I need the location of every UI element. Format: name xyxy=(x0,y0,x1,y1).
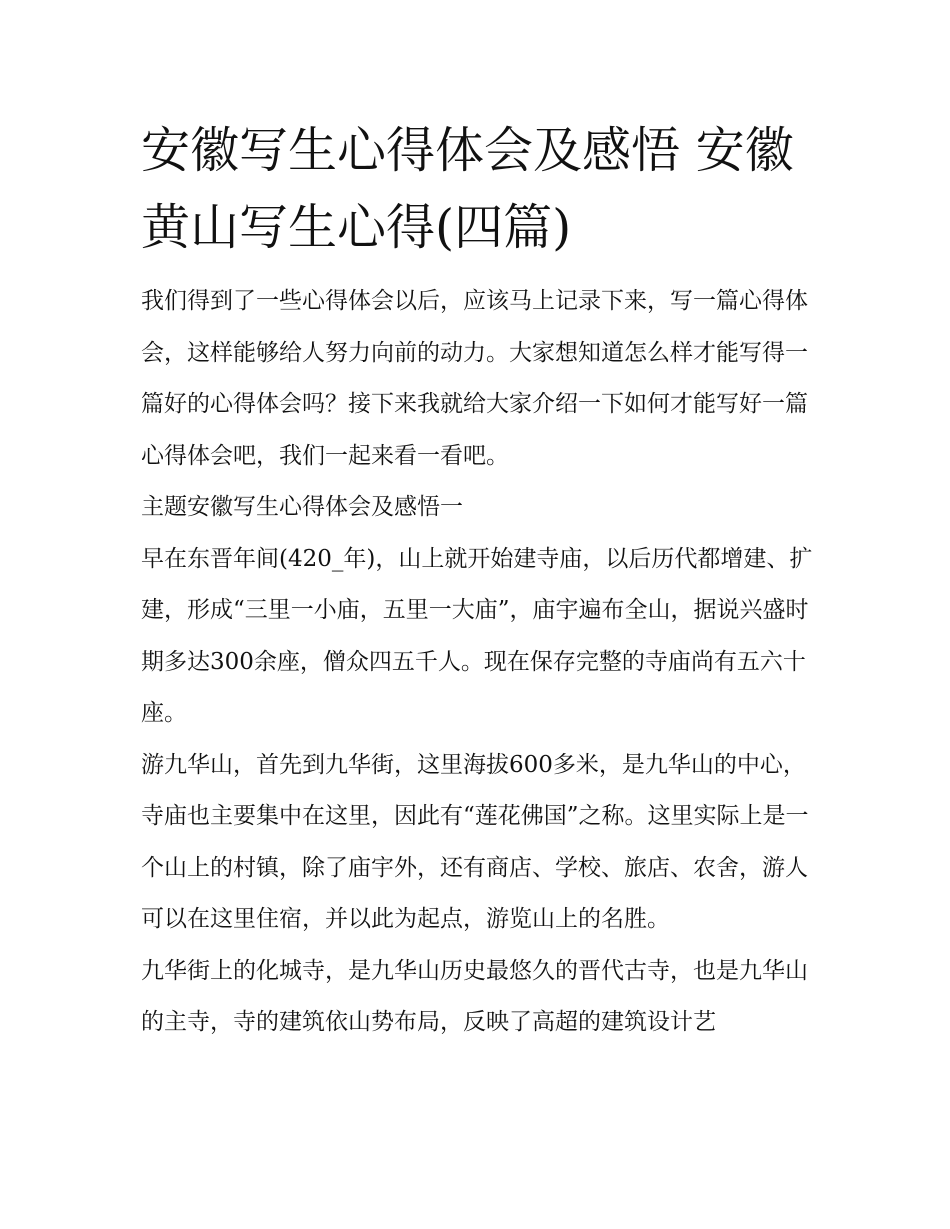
intro-paragraph: 我们得到了一些心得体会以后，应该马上记录下来，写一篇心得体会，这样能够给人努力向前的动力。大家想知道怎么样才能写得一篇好的心得体会吗？接下来我就给大家介绍一下如何才能写好一篇心得体会吧，我们一起来看一看吧。 xyxy=(141,288,808,469)
body-paragraph: 早在东晋年间(420_年)，山上就开始建寺庙，以后历代都增建、扩建，形成“三里一小庙，五里一大庙”，庙宇遍布全山，据说兴盛时期多达300余座，僧众四五千人。现在保存完整的寺庙尚有五六十座。 xyxy=(141,545,813,726)
body-paragraph: 九华街上的化城寺，是九华山历史最悠久的晋代古寺，也是九华山的主寺，寺的建筑依山势布局，反映了高超的建筑设计艺 xyxy=(141,957,808,1035)
section-heading: 主题安徽写生心得体会及感悟一 xyxy=(141,494,463,520)
document-title: 安徽写生心得体会及感悟 安徽黄山写生心得(四篇) xyxy=(141,122,794,256)
body-paragraph: 游九华山，首先到九华街，这里海拔600多米，是九华山的中心，寺庙也主要集中在这里，因此有“莲花佛国”之称。这里实际上是一个山上的村镇，除了庙宇外，还有商店、学校、旅店、农舍，游人可以在这里住宿，并以此为起点，游览山上的名胜。 xyxy=(141,751,809,932)
document-page xyxy=(141,112,813,1049)
